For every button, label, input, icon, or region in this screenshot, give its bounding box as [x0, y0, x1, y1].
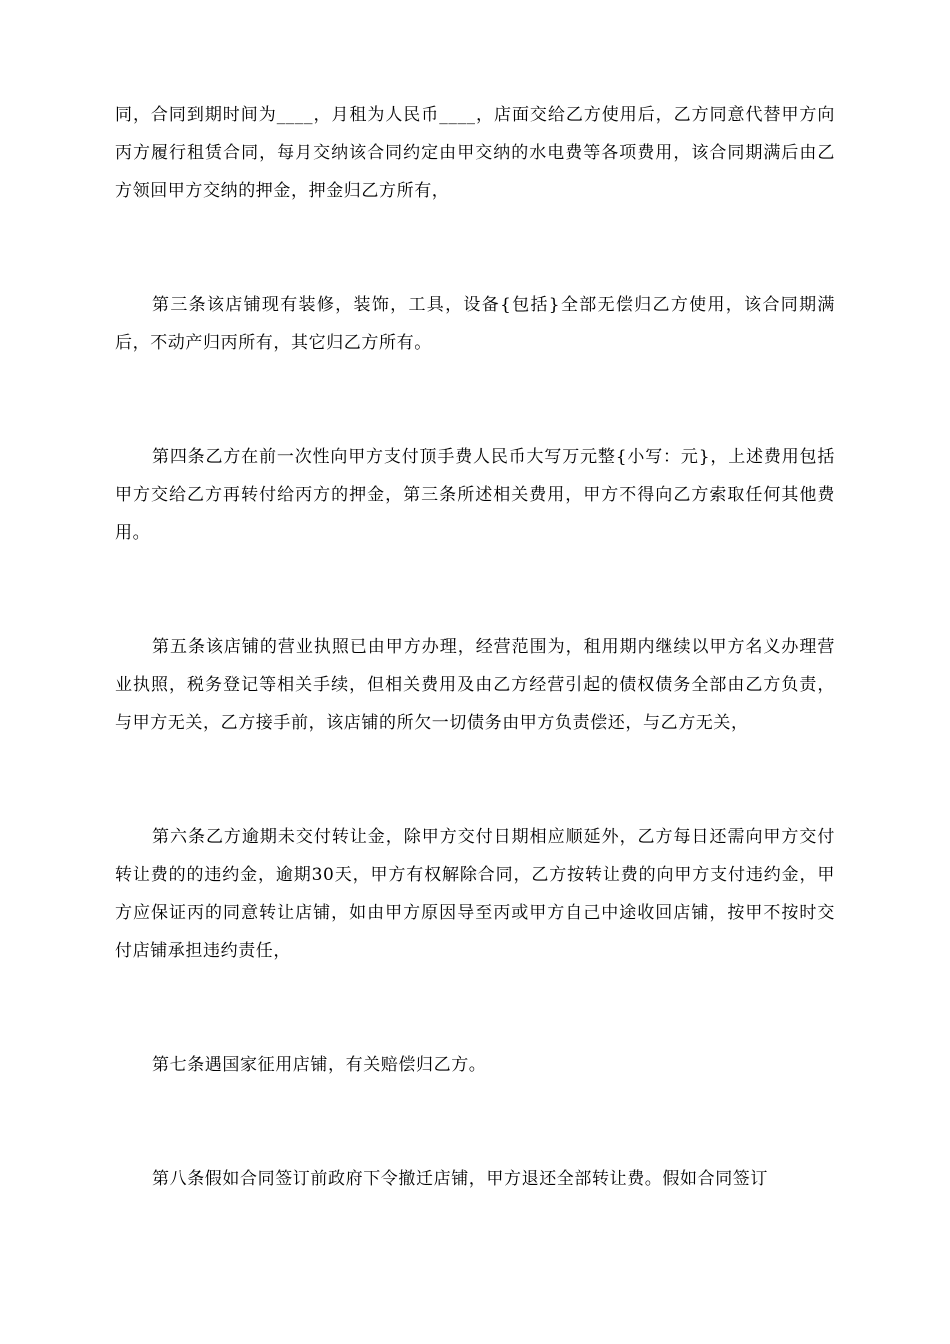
- paragraph-article-5: 第五条该店铺的营业执照已由甲方办理，经营范围为，租用期内继续以甲方名义办理营业执照，税务登记等相关手续，但相关费用及由乙方经营引起的债权债务全部由乙方负责，与甲方无关，乙方接手前，该店铺的所欠一切债务由甲方负责偿还，与乙方无关，: [115, 637, 835, 733]
- paragraph-continuation: 同，合同到期时间为____，月租为人民币____，店面交给乙方使用后，乙方同意代替甲方向丙方履行租赁合同，每月交纳该合同约定由甲交纳的水电费等各项费用，该合同期满后由乙方领回甲方交纳的押金，押金归乙方所有，: [115, 105, 835, 201]
- document-page: [115, 96, 835, 1198]
- paragraph-article-7: 第七条遇国家征用店铺，有关赔偿归乙方。: [152, 1055, 487, 1075]
- paragraph-article-8: 第八条假如合同签订前政府下令撤迁店铺，甲方退还全部转让费。假如合同签订: [152, 1169, 768, 1189]
- paragraph-article-6: 第六条乙方逾期未交付转让金，除甲方交付日期相应顺延外，乙方每日还需向甲方交付转让费的的违约金，逾期30天，甲方有权解除合同，乙方按转让费的向甲方支付违约金，甲方应保证丙的同意转让店铺，如由甲方原因导至丙或甲方自己中途收回店铺，按甲不按时交付店铺承担违约责任，: [115, 827, 835, 961]
- paragraph-article-3: 第三条该店铺现有装修，装饰，工具，设备{包括}全部无偿归乙方使用，该合同期满后，不动产归丙所有，其它归乙方所有。: [115, 295, 835, 353]
- paragraph-article-4: 第四条乙方在前一次性向甲方支付顶手费人民币大写万元整{小写：元}，上述费用包括甲方交给乙方再转付给丙方的押金，第三条所述相关费用，甲方不得向乙方索取任何其他费用。: [115, 447, 835, 543]
